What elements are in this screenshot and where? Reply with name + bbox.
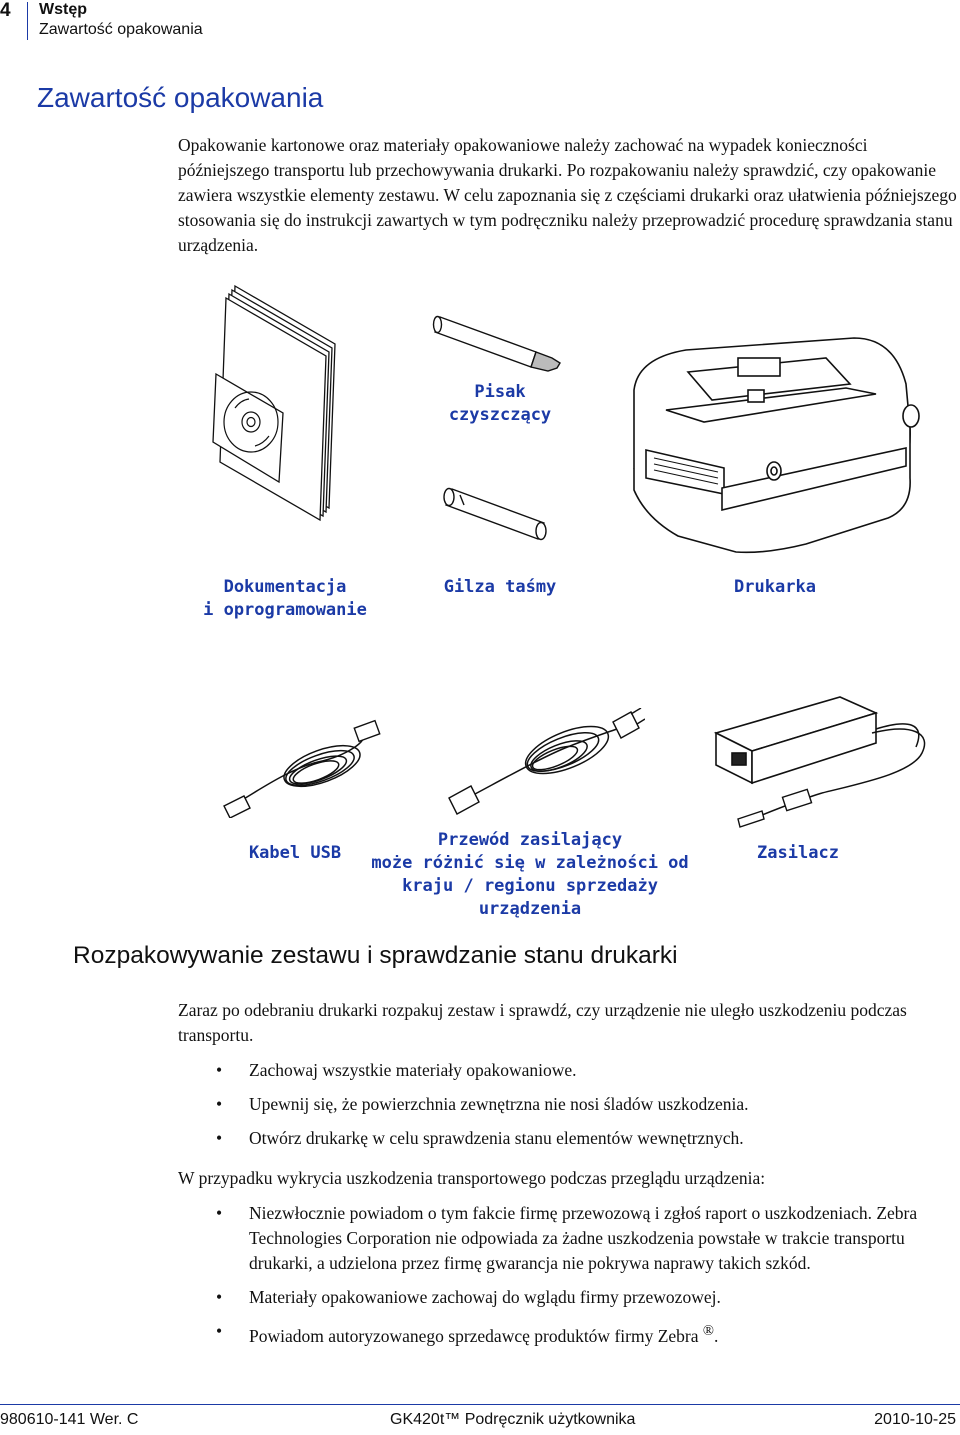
power-cord-illustration xyxy=(445,708,645,818)
list-item: • Niezwłocznie powiadom o tym fakcie firmę przewozową i zgłoś raport o uszkodzeniach. Zebra Technologies Corporation nie odpowiada za żadne uszkodzenia powstałe w trakcie transportu drukarki, a udzielona przez firmę gwarancja nie pokrywa naprawy takich szkód. xyxy=(178,1201,938,1276)
list-item: • Zachowaj wszystkie materiały opakowaniowe. xyxy=(178,1058,938,1083)
documentation-label-line2: i oprogramowanie xyxy=(203,600,367,620)
footer-manual-title: GK420t™ Podręcznik użytkownika xyxy=(390,1411,636,1428)
power-cord-label-line3: kraju / regionu sprzedaży xyxy=(402,876,658,896)
power-cord-label xyxy=(370,829,690,921)
section-body xyxy=(178,998,938,1349)
cleaning-pen-label-line2: czyszczący xyxy=(448,405,552,425)
printer-label: Drukarka xyxy=(734,577,816,597)
cleaning-pen-illustration xyxy=(430,305,570,380)
header-section-title: Wstęp xyxy=(39,1,87,18)
documentation-cd-illustration xyxy=(205,282,345,522)
documentation-label xyxy=(185,576,385,622)
printer-illustration xyxy=(626,318,926,558)
list-item-end: . xyxy=(713,1325,719,1346)
list-item: • Upewnij się, że powierzchnia zewnętrzna nie nosi śladów uszkodzenia. xyxy=(178,1092,938,1117)
power-cord-label-line4: urządzenia xyxy=(478,899,582,919)
list-item xyxy=(178,1319,938,1349)
section-paragraph-2: W przypadku wykrycia uszkodzenia transportowego podczas przeglądu urządzenia: xyxy=(178,1168,766,1188)
section-heading: Rozpakowywanie zestawu i sprawdzanie stanu drukarki xyxy=(73,942,678,969)
checklist-1 xyxy=(178,1058,938,1151)
footer-divider xyxy=(0,1404,960,1405)
footer-doc-number: 980610-141 Wer. C xyxy=(0,1411,139,1428)
header-divider xyxy=(27,2,28,40)
page-title: Zawartość opakowania xyxy=(37,82,324,113)
ribbon-core-label: Gilza taśmy xyxy=(443,577,557,597)
intro-paragraph: Opakowanie kartonowe oraz materiały opakowaniowe należy zachować na wypadek konieczności późniejszego transportu lub przechowywania drukarki. Po rozpakowaniu należy sprawdzić, czy opakowanie zawiera wszystkie elementy zestawu. W celu zapoznania się z częściami drukarki oraz ułatwienia późniejszego stosowania się do instrukcji zawartych w tym podręczniku należy przeprowadzić procedurę sprawdzania stanu urządzenia. xyxy=(178,135,957,255)
power-supply-label: Zasilacz xyxy=(757,843,839,863)
checklist-2 xyxy=(178,1201,938,1349)
usb-cable-label: Kabel USB xyxy=(248,843,342,863)
page-number: 4 xyxy=(0,0,11,21)
documentation-label-line1: Dokumentacja xyxy=(223,577,347,597)
registered-mark: ® xyxy=(702,1323,714,1339)
ribbon-core-illustration xyxy=(440,483,560,543)
power-cord-label-line2: może różnić się w zależności od xyxy=(371,853,689,873)
power-supply-illustration xyxy=(712,693,940,833)
cleaning-pen-label xyxy=(420,381,580,427)
header-subsection-title: Zawartość opakowania xyxy=(39,21,203,38)
section-paragraph-1: Zaraz po odebraniu drukarki rozpakuj zestaw i sprawdź, czy urządzenie nie uległo uszkodzeniu podczas transportu. xyxy=(178,1000,907,1045)
usb-cable-illustration xyxy=(222,718,390,818)
list-item: • Materiały opakowaniowe zachowaj do wglądu firmy przewozowej. xyxy=(178,1285,938,1310)
list-item: • Otwórz drukarkę w celu sprawdzenia stanu elementów wewnętrznych. xyxy=(178,1126,938,1151)
power-cord-label-line1: Przewód zasilający xyxy=(437,830,623,850)
footer-date: 2010-10-25 xyxy=(874,1411,956,1428)
cleaning-pen-label-line1: Pisak xyxy=(474,382,526,402)
list-item-text: Powiadom autoryzowanego sprzedawcę produktów firmy Zebra xyxy=(249,1325,699,1346)
